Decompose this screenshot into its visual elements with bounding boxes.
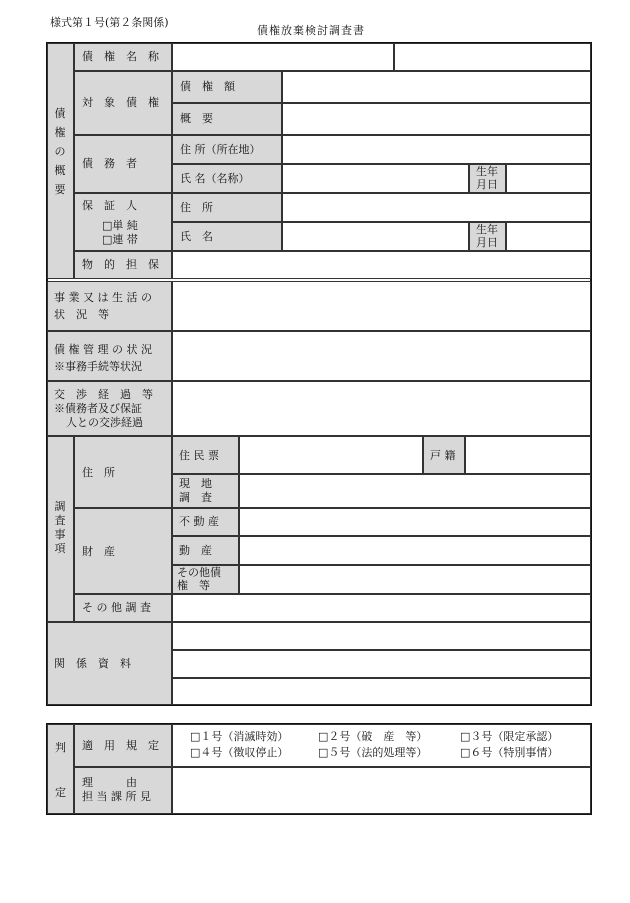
form-title: 債権放棄検討調査書 (257, 24, 365, 37)
guarantor-address-field[interactable] (282, 193, 591, 222)
guarantor-name-field[interactable] (282, 222, 469, 251)
claim-name-label: 債 権 名 称 (82, 50, 159, 63)
other-survey-field[interactable] (172, 594, 591, 622)
resident-register-label: 住 民 票 (179, 449, 219, 462)
management-field[interactable] (172, 331, 591, 381)
claim-name-extra-field[interactable] (394, 43, 591, 71)
reason-field[interactable] (172, 767, 591, 814)
business-label-line1: 事 業 又 は 生 活 の (54, 291, 152, 304)
rule-option-5[interactable]: □５号（法的処理等） (318, 746, 428, 759)
debtor-name-field[interactable] (282, 164, 469, 193)
rule-option-6[interactable]: □６号（特別事情） (460, 746, 559, 759)
debtor-label: 債 務 者 (82, 157, 137, 170)
rule-label: 適 用 規 定 (82, 739, 159, 752)
management-label-line2: ※事務手続等状況 (54, 360, 142, 373)
guarantor-birth-label-2: 月日 (476, 236, 498, 249)
overview-section-label: 債 権 の 概 要 (54, 107, 66, 196)
management-label-line1: 債 権 管 理 の 状 況 (54, 343, 152, 356)
guarantor-label: 保 証 人 (82, 199, 137, 212)
guarantor-name-label: 氏 名 (180, 230, 213, 243)
claim-amount-label: 債 権 額 (180, 80, 235, 93)
claim-name-field[interactable] (172, 43, 394, 71)
claim-summary-field[interactable] (282, 103, 591, 135)
movable-field[interactable] (239, 536, 591, 565)
collateral-label: 物 的 担 保 (82, 258, 159, 271)
debtor-birth-field[interactable] (506, 164, 591, 193)
movable-label: 動 産 (179, 544, 212, 557)
other-claims-label-1: その他債 (177, 566, 221, 579)
related-docs-field-1[interactable] (172, 622, 591, 650)
site-survey-label-1: 現 地 (179, 477, 212, 490)
claim-amount-field[interactable] (282, 71, 591, 103)
collateral-field[interactable] (172, 251, 591, 279)
business-label-line2: 状 況 等 (54, 308, 109, 321)
judgment-section-label-2: 定 (55, 786, 66, 799)
reason-label-1: 理 由 (82, 776, 137, 789)
resident-register-field[interactable] (239, 436, 423, 474)
other-survey-label: そ の 他 調 査 (82, 601, 151, 614)
business-field[interactable] (172, 281, 591, 331)
rule-option-2[interactable]: □２号（破 産 等） (318, 730, 428, 743)
family-register-label: 戸 籍 (430, 449, 456, 462)
reason-label-2: 担 当 課 所 見 (82, 790, 151, 803)
related-docs-field-3[interactable] (172, 678, 591, 705)
judgment-section-cell (47, 724, 74, 814)
negotiation-label-line1: 交 渉 経 過 等 (54, 388, 153, 401)
negotiation-field[interactable] (172, 381, 591, 436)
related-docs-label: 関 係 資 料 (54, 657, 131, 670)
guarantor-address-label: 住 所 (180, 201, 213, 214)
survey-section-label: 調 査 事 項 (54, 500, 66, 555)
claim-summary-label: 概 要 (180, 112, 213, 125)
guarantor-joint-checkbox[interactable]: □連 帯 (102, 233, 138, 246)
rule-option-4[interactable]: □４号（徴収停止） (190, 746, 289, 759)
related-docs-field-2[interactable] (172, 650, 591, 678)
debtor-name-label: 氏 名（名称） (180, 172, 250, 185)
debtor-address-field[interactable] (282, 135, 591, 164)
real-estate-field[interactable] (239, 508, 591, 536)
site-survey-label-2: 調 査 (179, 491, 212, 504)
site-survey-field[interactable] (239, 474, 591, 508)
debtor-address-label: 住 所（所在地） (180, 143, 261, 156)
rule-option-1[interactable]: □１号（消滅時効） (190, 730, 289, 743)
guarantor-simple-checkbox[interactable]: □単 純 (102, 219, 138, 232)
survey-address-label: 住 所 (82, 466, 115, 479)
family-register-field[interactable] (465, 436, 591, 474)
debtor-birth-label-2: 月日 (476, 178, 498, 191)
rule-option-3[interactable]: □３号（限定承認） (460, 730, 559, 743)
target-claim-label: 対 象 債 権 (82, 96, 159, 109)
business-label-cell (47, 281, 172, 331)
guarantor-birth-field[interactable] (506, 222, 591, 251)
judgment-section-label-1: 判 (55, 741, 66, 754)
form-number: 様式第１号(第２条関係) (50, 16, 169, 29)
negotiation-label-line2: ※債務者及び保証 (54, 402, 142, 415)
real-estate-label: 不 動 産 (179, 515, 219, 528)
debtor-birth-label-1: 生年 (476, 165, 498, 178)
negotiation-label-line3: 人との交渉経過 (66, 416, 143, 429)
property-label: 財 産 (82, 545, 115, 558)
guarantor-birth-label-1: 生年 (476, 223, 498, 236)
other-claims-field[interactable] (239, 565, 591, 594)
other-claims-label-2: 権 等 (177, 579, 210, 592)
